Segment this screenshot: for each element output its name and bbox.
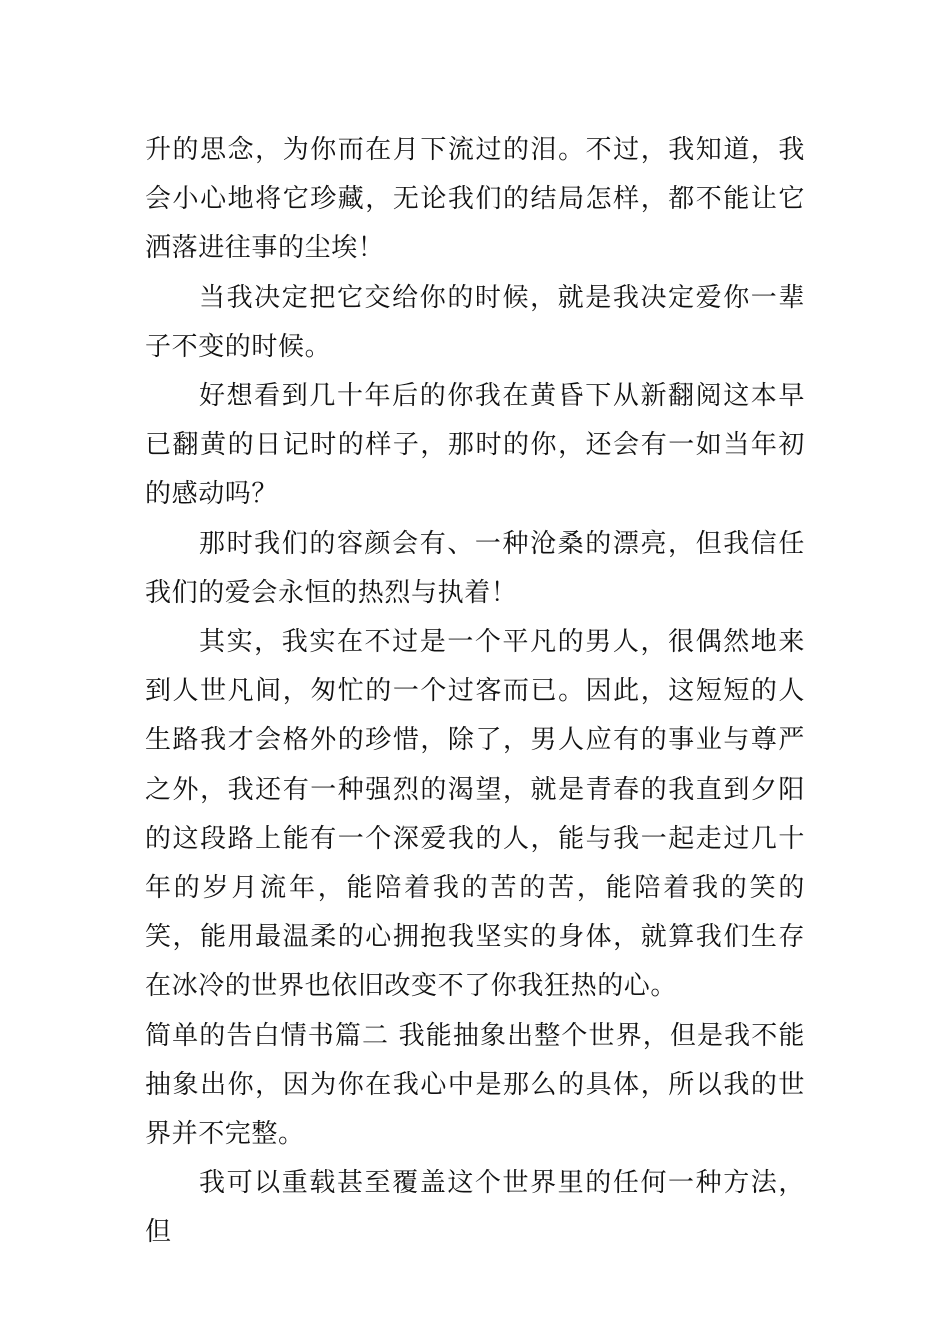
paragraph: 我可以重载甚至覆盖这个世界里的任何一种方法，但 <box>145 1168 805 1248</box>
paragraph-continued: 升的思念，为你而在月下流过的泪。不过，我知道，我会小心地将它珍藏，无论我们的结局怎样，都不能让它洒落进往事的尘埃！ <box>145 135 805 264</box>
paragraph: 那时我们的容颜会有、一种沧桑的漂亮，但我信任我们的爱会永恒的热烈与执着！ <box>145 528 805 608</box>
paragraph: 好想看到几十年后的你我在黄昏下从新翻阅这本早已翻黄的日记时的样子，那时的你，还会有一如当年初的感动吗？ <box>145 381 805 510</box>
section-paragraph <box>145 1012 805 1160</box>
section-first-paragraph: 我能抽象出整个世界，但是我不能抽象出你，因为你在我心中是那么的具体，所以我的世界并不完整。 <box>145 1020 805 1150</box>
section-spacer <box>389 1021 398 1051</box>
section-heading: 简单的告白情书篇二 <box>145 1020 390 1051</box>
paragraph: 其实，我实在不过是一个平凡的男人，很偶然地来到人世凡间，匆忙的一个过客而已。因此，这短短的人生路我才会格外的珍惜，除了，男人应有的事业与尊严之外，我还有一种强烈的渴望，就是青春的我直到夕阳的这段路上能有一个深爱我的人，能与我一起走过几十年的岁月流年，能陪着我的苦的苦，能陪着我的笑的笑，能用最温柔的心拥抱我坚实的身体，就算我们生存在冰冷的世界也依旧改变不了你我狂热的心。 <box>145 627 805 1002</box>
body-text <box>145 126 805 1258</box>
paragraph: 当我决定把它交给你的时候，就是我决定爱你一辈子不变的时候。 <box>145 282 805 362</box>
